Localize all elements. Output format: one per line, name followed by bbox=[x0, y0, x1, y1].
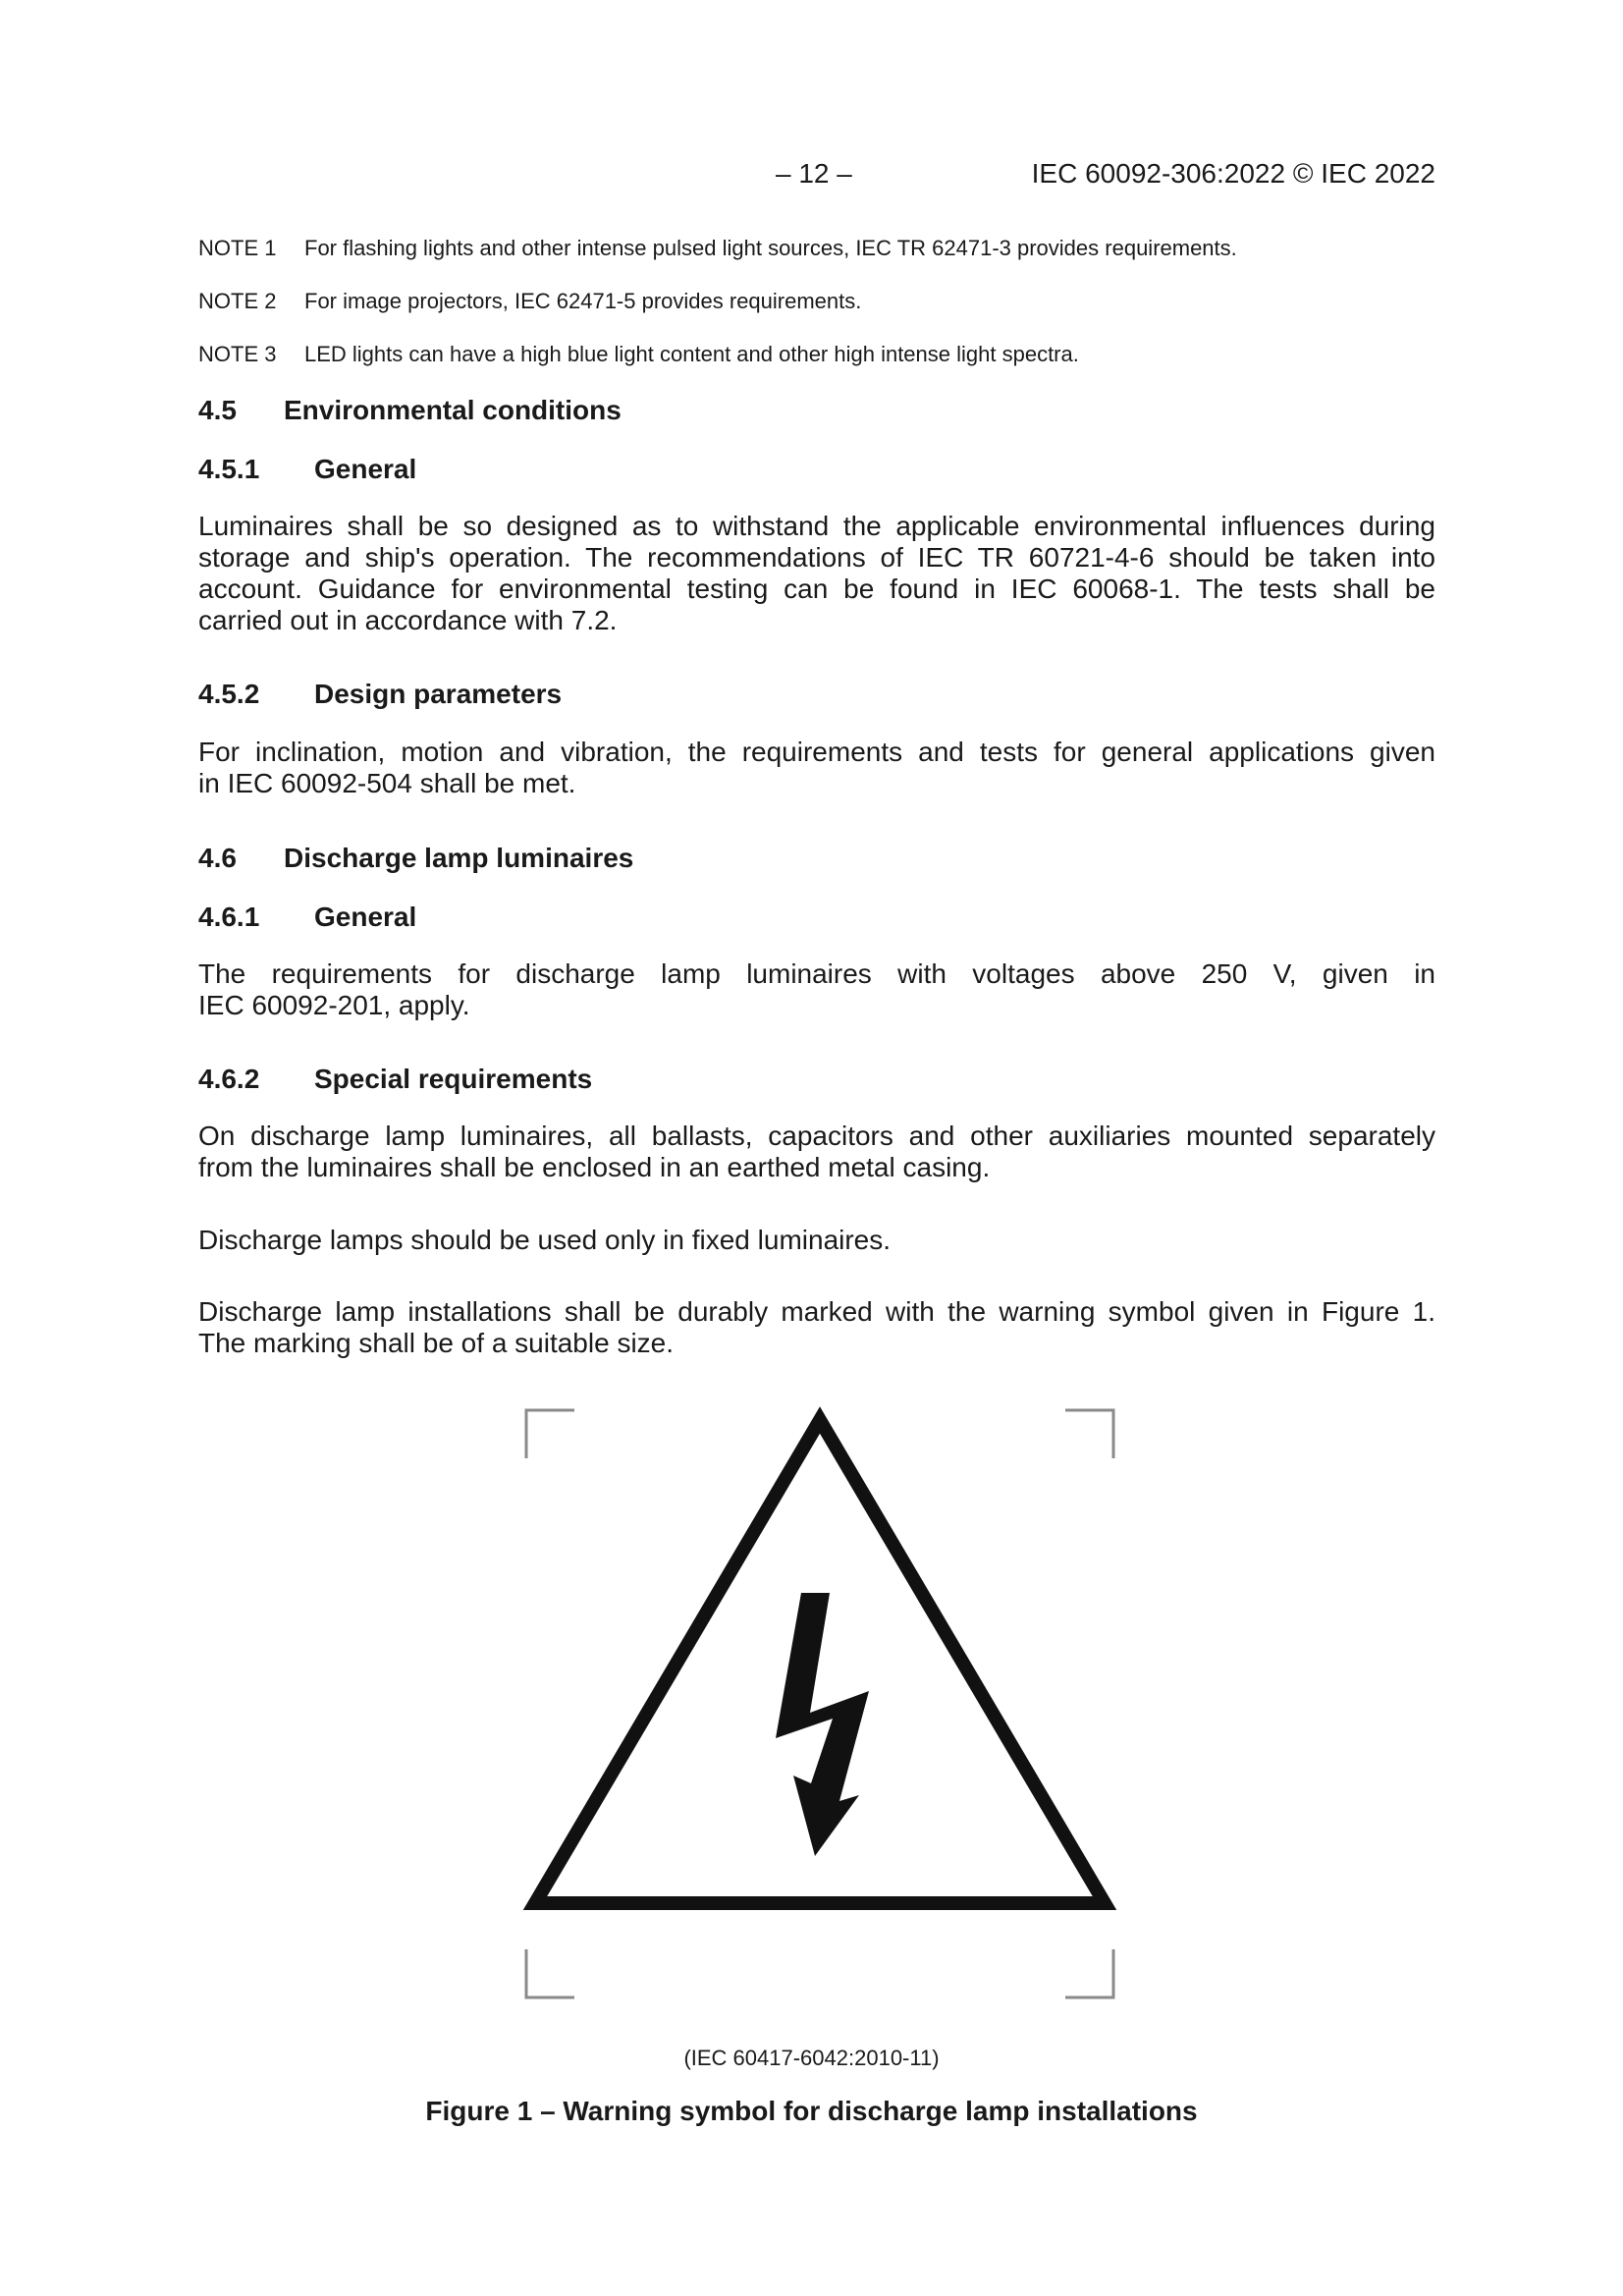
note-3 bbox=[198, 340, 1435, 369]
note-text: LED lights can have a high blue light content and other high intense light spectra. bbox=[304, 342, 1079, 366]
section-number: 4.6.2 bbox=[198, 1064, 260, 1094]
crop-mark-top-left bbox=[526, 1410, 574, 1458]
section-title: General bbox=[314, 902, 417, 932]
figure-caption: Figure 1 – Warning symbol for discharge lamp installations bbox=[425, 2096, 1198, 2126]
heading-4-6 bbox=[198, 842, 633, 875]
section-number: 4.5 bbox=[198, 395, 237, 425]
section-title: Environmental conditions bbox=[284, 395, 622, 425]
section-title: General bbox=[314, 454, 417, 484]
text-line: On discharge lamp luminaires, all ballasts, capacitors and other auxiliaries mounted separately bbox=[198, 1121, 1435, 1151]
paragraph-4-6-2-b bbox=[198, 1225, 1435, 1256]
text-line: The requirements for discharge lamp luminaires with voltages above 250 V, given in bbox=[198, 958, 1435, 989]
crop-mark-bottom-right bbox=[1065, 1949, 1113, 1997]
text-line: in IEC 60092-504 shall be met. bbox=[198, 768, 576, 798]
paragraph-4-5-2 bbox=[198, 737, 1435, 799]
crop-mark-top-right bbox=[1065, 1410, 1113, 1458]
note-text: For flashing lights and other intense pulsed light sources, IEC TR 62471-3 provides requirements. bbox=[304, 236, 1237, 260]
page-number: – 12 – bbox=[776, 158, 852, 189]
text-line: carried out in accordance with 7.2. bbox=[198, 605, 618, 635]
crop-mark-bottom-left bbox=[526, 1949, 574, 1997]
note-1 bbox=[198, 234, 1435, 263]
heading-4-5 bbox=[198, 394, 622, 427]
heading-4-6-2 bbox=[198, 1063, 592, 1096]
heading-4-6-1 bbox=[198, 901, 416, 934]
text-line: For inclination, motion and vibration, the requirements and tests for general applications given bbox=[198, 737, 1435, 767]
text-line: The marking shall be of a suitable size. bbox=[198, 1328, 675, 1358]
text-line: Discharge lamps should be used only in fixed luminaires. bbox=[198, 1225, 892, 1255]
section-number: 4.5.2 bbox=[198, 679, 260, 709]
text-line: account. Guidance for environmental testing can be found in IEC 60068-1. The tests shall be bbox=[198, 574, 1435, 604]
text-line: IEC 60092-201, apply. bbox=[198, 990, 470, 1020]
section-number: 4.6.1 bbox=[198, 902, 260, 932]
heading-4-5-2 bbox=[198, 678, 562, 711]
paragraph-4-5-1 bbox=[198, 511, 1435, 636]
text-line: Discharge lamp installations shall be durably marked with the warning symbol given in Figure 1. bbox=[198, 1296, 1435, 1327]
section-title: Design parameters bbox=[314, 679, 563, 709]
section-title: Discharge lamp luminaires bbox=[284, 843, 634, 873]
section-number: 4.5.1 bbox=[198, 454, 260, 484]
paragraph-4-6-2-c bbox=[198, 1296, 1435, 1359]
figure-source: (IEC 60417-6042:2010-11) bbox=[683, 2046, 940, 2070]
document-header: IEC 60092-306:2022 © IEC 2022 bbox=[1031, 158, 1435, 189]
note-label: NOTE 2 bbox=[198, 289, 277, 313]
note-2 bbox=[198, 287, 1435, 316]
section-title: Special requirements bbox=[314, 1064, 593, 1094]
text-line: Luminaires shall be so designed as to withstand the applicable environmental influences during bbox=[198, 511, 1435, 541]
note-text: For image projectors, IEC 62471-5 provides requirements. bbox=[304, 289, 862, 313]
paragraph-4-6-1 bbox=[198, 958, 1435, 1021]
heading-4-5-1 bbox=[198, 453, 416, 486]
note-label: NOTE 3 bbox=[198, 342, 277, 366]
note-label: NOTE 1 bbox=[198, 236, 277, 260]
text-line: storage and ship's operation. The recommendations of IEC TR 60721-4-6 should be taken into bbox=[198, 542, 1435, 573]
high-voltage-warning-icon bbox=[520, 1404, 1119, 2003]
figure-1 bbox=[520, 1404, 1119, 2003]
lightning-bolt-icon bbox=[776, 1593, 869, 1856]
paragraph-4-6-2-a bbox=[198, 1121, 1435, 1183]
text-line: from the luminaires shall be enclosed in an earthed metal casing. bbox=[198, 1152, 991, 1182]
section-number: 4.6 bbox=[198, 843, 237, 873]
